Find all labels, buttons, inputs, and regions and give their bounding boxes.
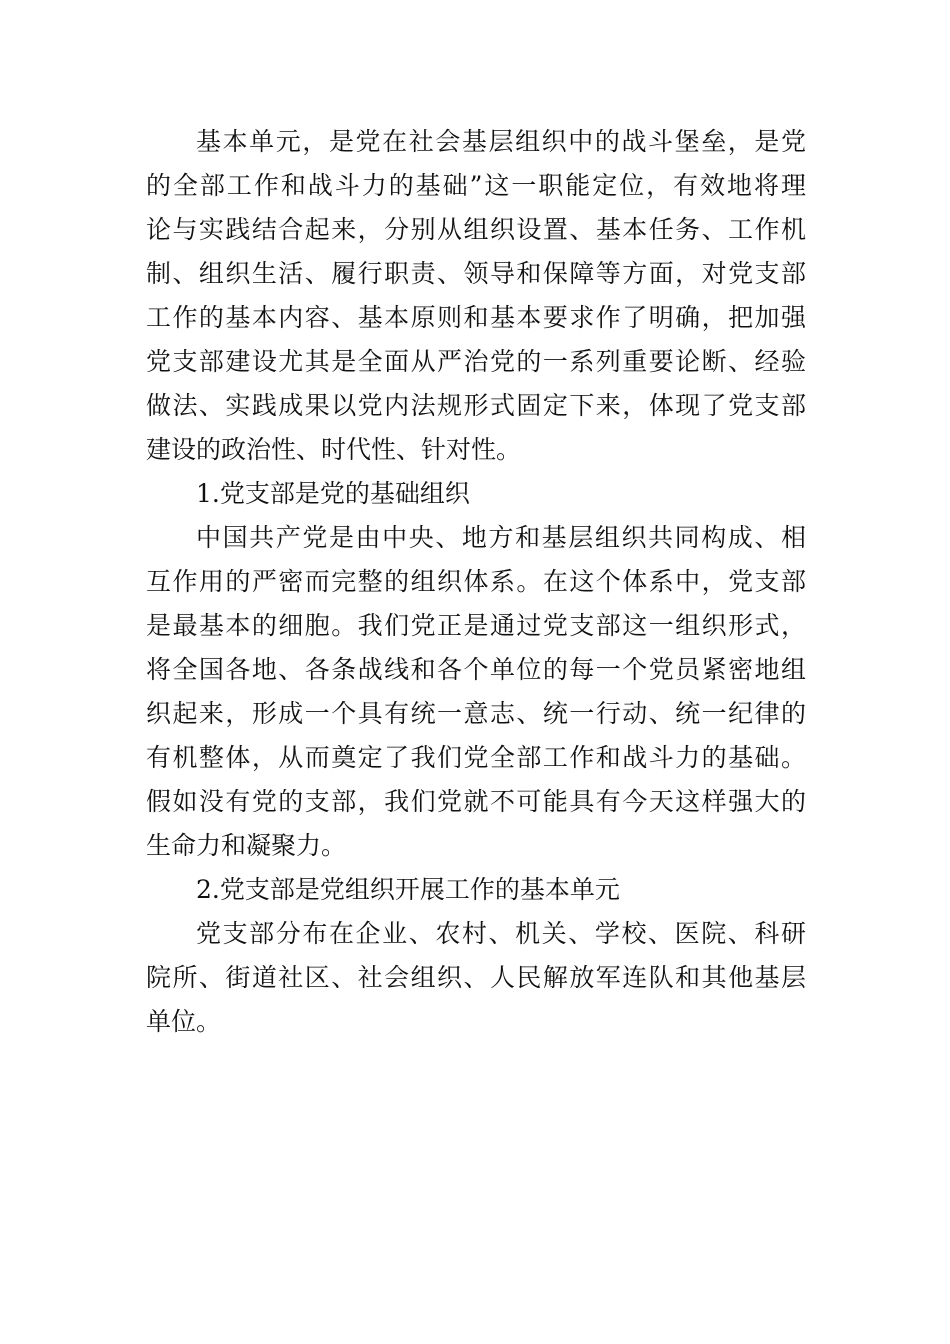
heading-line: 2.党支部是党组织开展工作的基本单元 [196, 875, 620, 904]
text-line: 将全国各地、各条战线和各个单位的每一个党员紧密地组 [146, 655, 806, 684]
paragraph-unit-intro [146, 120, 806, 472]
document-body [146, 120, 806, 1044]
text-line: 论与实践结合起来，分别从组织设置、基本任务、工作机 [146, 215, 806, 244]
text-line: 单位。 [146, 1007, 222, 1036]
paragraph-basic-unit [146, 912, 806, 1044]
section-heading-1 [146, 472, 806, 516]
text-line: 是最基本的细胞。我们党正是通过党支部这一组织形式， [146, 611, 806, 640]
heading-line: 1.党支部是党的基础组织 [196, 479, 470, 508]
text-line: 建设的政治性、时代性、针对性。 [146, 435, 522, 464]
text-line: 制、组织生活、履行职责、领导和保障等方面，对党支部 [146, 259, 806, 288]
text-line: 的全部工作和战斗力的基础”这一职能定位，有效地将理 [146, 171, 806, 200]
text-line: 院所、街道社区、社会组织、人民解放军连队和其他基层 [146, 963, 806, 992]
text-line: 互作用的严密而完整的组织体系。在这个体系中，党支部 [146, 567, 806, 596]
text-line: 织起来，形成一个具有统一意志、统一行动、统一纪律的 [146, 699, 806, 728]
paragraph-basic-organization [146, 516, 806, 868]
text-line: 做法、实践成果以党内法规形式固定下来，体现了党支部 [146, 391, 806, 420]
text-line: 假如没有党的支部，我们党就不可能具有今天这样强大的 [146, 787, 806, 816]
text-line: 党支部建设尤其是全面从严治党的一系列重要论断、经验 [146, 347, 806, 376]
text-line: 基本单元，是党在社会基层组织中的战斗堡垒，是党 [196, 127, 806, 156]
text-line: 党支部分布在企业、农村、机关、学校、医院、科研 [196, 919, 806, 948]
text-line: 有机整体，从而奠定了我们党全部工作和战斗力的基础。 [146, 743, 806, 772]
text-line: 生命力和凝聚力。 [146, 831, 347, 860]
text-line: 中国共产党是由中央、地方和基层组织共同构成、相 [196, 523, 806, 552]
section-heading-2 [146, 868, 806, 912]
text-line: 工作的基本内容、基本原则和基本要求作了明确，把加强 [146, 303, 806, 332]
